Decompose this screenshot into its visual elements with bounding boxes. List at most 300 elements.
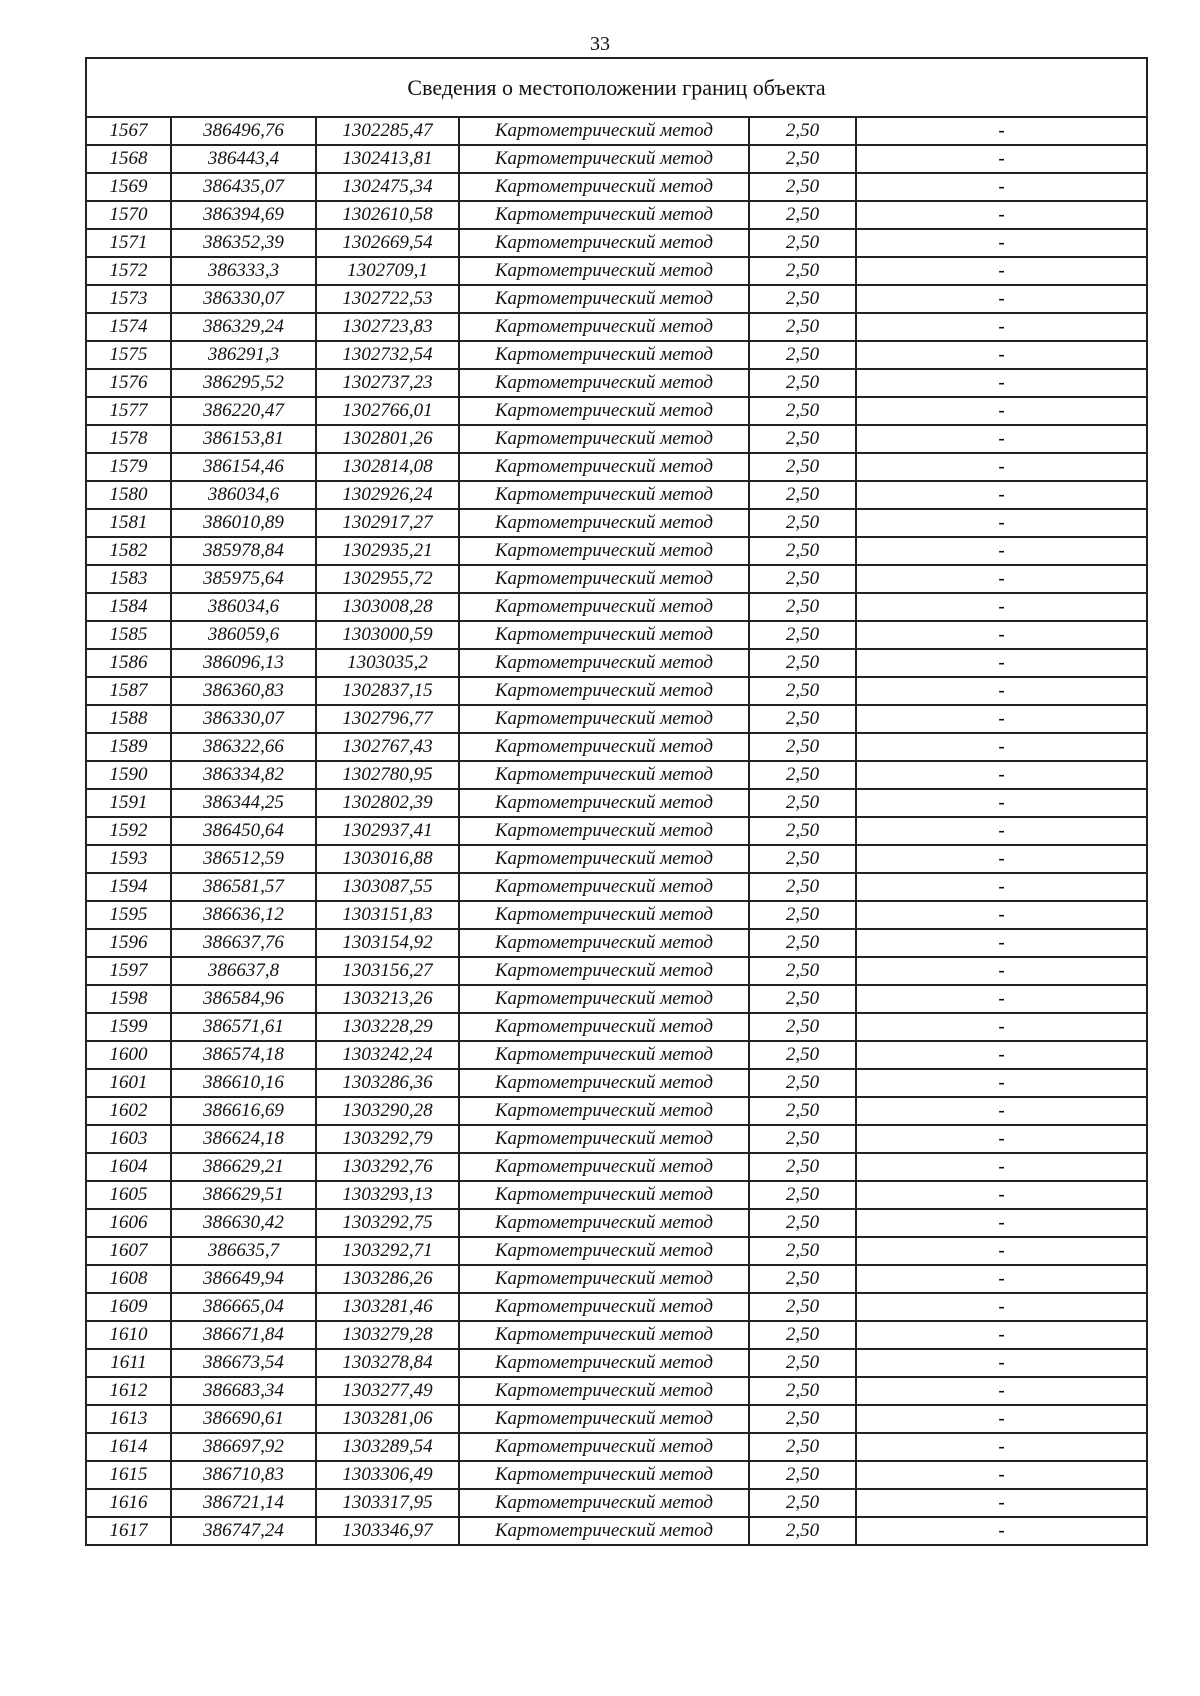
point-number-cell: 1568 — [86, 145, 171, 173]
accuracy-cell: 2,50 — [749, 1237, 856, 1265]
description-cell: - — [856, 1265, 1147, 1293]
y-coordinate-cell: 1302610,58 — [316, 201, 459, 229]
method-cell: Картометрический метод — [459, 1209, 749, 1237]
table-row — [86, 621, 1147, 649]
method-cell: Картометрический метод — [459, 761, 749, 789]
y-coordinate-cell: 1303156,27 — [316, 957, 459, 985]
method-cell: Картометрический метод — [459, 929, 749, 957]
y-coordinate-cell: 1303035,2 — [316, 649, 459, 677]
accuracy-cell: 2,50 — [749, 1069, 856, 1097]
method-cell: Картометрический метод — [459, 1405, 749, 1433]
y-coordinate-cell: 1302766,01 — [316, 397, 459, 425]
y-coordinate-cell: 1303008,28 — [316, 593, 459, 621]
table-row — [86, 1265, 1147, 1293]
method-cell: Картометрический метод — [459, 677, 749, 705]
method-cell: Картометрический метод — [459, 985, 749, 1013]
table-title: Сведения о местоположении границ объекта — [86, 58, 1147, 117]
accuracy-cell: 2,50 — [749, 1489, 856, 1517]
point-number-cell: 1600 — [86, 1041, 171, 1069]
accuracy-cell: 2,50 — [749, 145, 856, 173]
method-cell: Картометрический метод — [459, 565, 749, 593]
description-cell: - — [856, 873, 1147, 901]
description-cell: - — [856, 1097, 1147, 1125]
table-row — [86, 761, 1147, 789]
y-coordinate-cell: 1302669,54 — [316, 229, 459, 257]
y-coordinate-cell: 1303286,26 — [316, 1265, 459, 1293]
method-cell: Картометрический метод — [459, 173, 749, 201]
table-row — [86, 1041, 1147, 1069]
description-cell: - — [856, 257, 1147, 285]
x-coordinate-cell: 386636,12 — [171, 901, 316, 929]
description-cell: - — [856, 537, 1147, 565]
x-coordinate-cell: 386153,81 — [171, 425, 316, 453]
table-row — [86, 369, 1147, 397]
accuracy-cell: 2,50 — [749, 425, 856, 453]
accuracy-cell: 2,50 — [749, 1321, 856, 1349]
method-cell: Картометрический метод — [459, 1069, 749, 1097]
y-coordinate-cell: 1302767,43 — [316, 733, 459, 761]
point-number-cell: 1597 — [86, 957, 171, 985]
point-number-cell: 1602 — [86, 1097, 171, 1125]
boundary-coordinates-table — [85, 57, 1148, 1546]
point-number-cell: 1607 — [86, 1237, 171, 1265]
accuracy-cell: 2,50 — [749, 397, 856, 425]
accuracy-cell: 2,50 — [749, 1181, 856, 1209]
description-cell: - — [856, 229, 1147, 257]
y-coordinate-cell: 1303292,75 — [316, 1209, 459, 1237]
method-cell: Картометрический метод — [459, 733, 749, 761]
description-cell: - — [856, 1433, 1147, 1461]
point-number-cell: 1570 — [86, 201, 171, 229]
method-cell: Картометрический метод — [459, 1321, 749, 1349]
table-row — [86, 257, 1147, 285]
method-cell: Картометрический метод — [459, 593, 749, 621]
method-cell: Картометрический метод — [459, 537, 749, 565]
point-number-cell: 1609 — [86, 1293, 171, 1321]
description-cell: - — [856, 1209, 1147, 1237]
point-number-cell: 1587 — [86, 677, 171, 705]
accuracy-cell: 2,50 — [749, 1461, 856, 1489]
y-coordinate-cell: 1302935,21 — [316, 537, 459, 565]
x-coordinate-cell: 386220,47 — [171, 397, 316, 425]
y-coordinate-cell: 1302413,81 — [316, 145, 459, 173]
point-number-cell: 1580 — [86, 481, 171, 509]
accuracy-cell: 2,50 — [749, 1405, 856, 1433]
table-row — [86, 341, 1147, 369]
x-coordinate-cell: 386295,52 — [171, 369, 316, 397]
method-cell: Картометрический метод — [459, 425, 749, 453]
method-cell: Картометрический метод — [459, 145, 749, 173]
x-coordinate-cell: 386496,76 — [171, 117, 316, 145]
method-cell: Картометрический метод — [459, 481, 749, 509]
y-coordinate-cell: 1303293,13 — [316, 1181, 459, 1209]
table-row — [86, 145, 1147, 173]
y-coordinate-cell: 1302814,08 — [316, 453, 459, 481]
x-coordinate-cell: 386697,92 — [171, 1433, 316, 1461]
x-coordinate-cell: 386360,83 — [171, 677, 316, 705]
point-number-cell: 1581 — [86, 509, 171, 537]
point-number-cell: 1611 — [86, 1349, 171, 1377]
method-cell: Картометрический метод — [459, 1461, 749, 1489]
description-cell: - — [856, 145, 1147, 173]
method-cell: Картометрический метод — [459, 1265, 749, 1293]
accuracy-cell: 2,50 — [749, 621, 856, 649]
table-row — [86, 705, 1147, 733]
point-number-cell: 1586 — [86, 649, 171, 677]
x-coordinate-cell: 386435,07 — [171, 173, 316, 201]
x-coordinate-cell: 386333,3 — [171, 257, 316, 285]
x-coordinate-cell: 386443,4 — [171, 145, 316, 173]
method-cell: Картометрический метод — [459, 1433, 749, 1461]
table-row — [86, 845, 1147, 873]
description-cell: - — [856, 733, 1147, 761]
method-cell: Картометрический метод — [459, 1349, 749, 1377]
method-cell: Картометрический метод — [459, 229, 749, 257]
table-row — [86, 201, 1147, 229]
description-cell: - — [856, 1041, 1147, 1069]
description-cell: - — [856, 481, 1147, 509]
y-coordinate-cell: 1303154,92 — [316, 929, 459, 957]
description-cell: - — [856, 593, 1147, 621]
accuracy-cell: 2,50 — [749, 537, 856, 565]
accuracy-cell: 2,50 — [749, 733, 856, 761]
description-cell: - — [856, 1321, 1147, 1349]
y-coordinate-cell: 1302285,47 — [316, 117, 459, 145]
x-coordinate-cell: 386624,18 — [171, 1125, 316, 1153]
table-row — [86, 565, 1147, 593]
accuracy-cell: 2,50 — [749, 1265, 856, 1293]
accuracy-cell: 2,50 — [749, 1377, 856, 1405]
table-row — [86, 229, 1147, 257]
description-cell: - — [856, 1349, 1147, 1377]
point-number-cell: 1576 — [86, 369, 171, 397]
y-coordinate-cell: 1303286,36 — [316, 1069, 459, 1097]
description-cell: - — [856, 929, 1147, 957]
table-row — [86, 1377, 1147, 1405]
description-cell: - — [856, 621, 1147, 649]
y-coordinate-cell: 1303281,46 — [316, 1293, 459, 1321]
point-number-cell: 1614 — [86, 1433, 171, 1461]
point-number-cell: 1585 — [86, 621, 171, 649]
x-coordinate-cell: 386034,6 — [171, 481, 316, 509]
x-coordinate-cell: 386629,21 — [171, 1153, 316, 1181]
point-number-cell: 1610 — [86, 1321, 171, 1349]
point-number-cell: 1606 — [86, 1209, 171, 1237]
description-cell: - — [856, 957, 1147, 985]
page-number: 33 — [590, 33, 610, 55]
description-cell: - — [856, 901, 1147, 929]
accuracy-cell: 2,50 — [749, 1433, 856, 1461]
table-row — [86, 1489, 1147, 1517]
accuracy-cell: 2,50 — [749, 1153, 856, 1181]
accuracy-cell: 2,50 — [749, 229, 856, 257]
y-coordinate-cell: 1303242,24 — [316, 1041, 459, 1069]
method-cell: Картометрический метод — [459, 201, 749, 229]
x-coordinate-cell: 386629,51 — [171, 1181, 316, 1209]
method-cell: Картометрический метод — [459, 509, 749, 537]
description-cell: - — [856, 565, 1147, 593]
x-coordinate-cell: 385978,84 — [171, 537, 316, 565]
x-coordinate-cell: 386747,24 — [171, 1517, 316, 1545]
x-coordinate-cell: 386690,61 — [171, 1405, 316, 1433]
accuracy-cell: 2,50 — [749, 789, 856, 817]
point-number-cell: 1616 — [86, 1489, 171, 1517]
accuracy-cell: 2,50 — [749, 929, 856, 957]
point-number-cell: 1571 — [86, 229, 171, 257]
table-row — [86, 1349, 1147, 1377]
description-cell: - — [856, 313, 1147, 341]
y-coordinate-cell: 1302802,39 — [316, 789, 459, 817]
table-row — [86, 1293, 1147, 1321]
x-coordinate-cell: 386649,94 — [171, 1265, 316, 1293]
table-row — [86, 117, 1147, 145]
description-cell: - — [856, 985, 1147, 1013]
description-cell: - — [856, 509, 1147, 537]
description-cell: - — [856, 705, 1147, 733]
table-title-row — [86, 58, 1147, 117]
y-coordinate-cell: 1302475,34 — [316, 173, 459, 201]
accuracy-cell: 2,50 — [749, 201, 856, 229]
accuracy-cell: 2,50 — [749, 257, 856, 285]
table-body — [86, 117, 1147, 1545]
x-coordinate-cell: 386616,69 — [171, 1097, 316, 1125]
method-cell: Картометрический метод — [459, 117, 749, 145]
accuracy-cell: 2,50 — [749, 313, 856, 341]
method-cell: Картометрический метод — [459, 649, 749, 677]
accuracy-cell: 2,50 — [749, 1517, 856, 1545]
x-coordinate-cell: 385975,64 — [171, 565, 316, 593]
description-cell: - — [856, 845, 1147, 873]
table-row — [86, 677, 1147, 705]
x-coordinate-cell: 386330,07 — [171, 705, 316, 733]
table-row — [86, 985, 1147, 1013]
x-coordinate-cell: 386154,46 — [171, 453, 316, 481]
description-cell: - — [856, 453, 1147, 481]
point-number-cell: 1596 — [86, 929, 171, 957]
method-cell: Картометрический метод — [459, 453, 749, 481]
description-cell: - — [856, 1125, 1147, 1153]
accuracy-cell: 2,50 — [749, 453, 856, 481]
point-number-cell: 1578 — [86, 425, 171, 453]
x-coordinate-cell: 386291,3 — [171, 341, 316, 369]
accuracy-cell: 2,50 — [749, 117, 856, 145]
description-cell: - — [856, 285, 1147, 313]
point-number-cell: 1595 — [86, 901, 171, 929]
table-row — [86, 425, 1147, 453]
y-coordinate-cell: 1302937,41 — [316, 817, 459, 845]
x-coordinate-cell: 386394,69 — [171, 201, 316, 229]
method-cell: Картометрический метод — [459, 705, 749, 733]
table-row — [86, 957, 1147, 985]
description-cell: - — [856, 1013, 1147, 1041]
table-row — [86, 397, 1147, 425]
accuracy-cell: 2,50 — [749, 1293, 856, 1321]
point-number-cell: 1590 — [86, 761, 171, 789]
table-row — [86, 901, 1147, 929]
point-number-cell: 1569 — [86, 173, 171, 201]
description-cell: - — [856, 1489, 1147, 1517]
method-cell: Картометрический метод — [459, 621, 749, 649]
x-coordinate-cell: 386574,18 — [171, 1041, 316, 1069]
x-coordinate-cell: 386450,64 — [171, 817, 316, 845]
method-cell: Картометрический метод — [459, 1097, 749, 1125]
table-row — [86, 481, 1147, 509]
table-row — [86, 1125, 1147, 1153]
method-cell: Картометрический метод — [459, 873, 749, 901]
description-cell: - — [856, 173, 1147, 201]
point-number-cell: 1577 — [86, 397, 171, 425]
accuracy-cell: 2,50 — [749, 369, 856, 397]
method-cell: Картометрический метод — [459, 817, 749, 845]
table-row — [86, 1461, 1147, 1489]
point-number-cell: 1617 — [86, 1517, 171, 1545]
x-coordinate-cell: 386581,57 — [171, 873, 316, 901]
y-coordinate-cell: 1303151,83 — [316, 901, 459, 929]
y-coordinate-cell: 1302780,95 — [316, 761, 459, 789]
description-cell: - — [856, 1237, 1147, 1265]
accuracy-cell: 2,50 — [749, 1209, 856, 1237]
description-cell: - — [856, 1153, 1147, 1181]
x-coordinate-cell: 386721,14 — [171, 1489, 316, 1517]
description-cell: - — [856, 1069, 1147, 1097]
table-row — [86, 1097, 1147, 1125]
y-coordinate-cell: 1302837,15 — [316, 677, 459, 705]
table-row — [86, 593, 1147, 621]
x-coordinate-cell: 386571,61 — [171, 1013, 316, 1041]
table-row — [86, 789, 1147, 817]
point-number-cell: 1604 — [86, 1153, 171, 1181]
y-coordinate-cell: 1302709,1 — [316, 257, 459, 285]
description-cell: - — [856, 117, 1147, 145]
accuracy-cell: 2,50 — [749, 649, 856, 677]
description-cell: - — [856, 1377, 1147, 1405]
table-row — [86, 873, 1147, 901]
y-coordinate-cell: 1303016,88 — [316, 845, 459, 873]
point-number-cell: 1603 — [86, 1125, 171, 1153]
y-coordinate-cell: 1303277,49 — [316, 1377, 459, 1405]
description-cell: - — [856, 1461, 1147, 1489]
accuracy-cell: 2,50 — [749, 957, 856, 985]
method-cell: Картометрический метод — [459, 789, 749, 817]
point-number-cell: 1567 — [86, 117, 171, 145]
x-coordinate-cell: 386322,66 — [171, 733, 316, 761]
method-cell: Картометрический метод — [459, 1377, 749, 1405]
point-number-cell: 1579 — [86, 453, 171, 481]
y-coordinate-cell: 1303292,76 — [316, 1153, 459, 1181]
method-cell: Картометрический метод — [459, 397, 749, 425]
method-cell: Картометрический метод — [459, 1041, 749, 1069]
x-coordinate-cell: 386344,25 — [171, 789, 316, 817]
x-coordinate-cell: 386630,42 — [171, 1209, 316, 1237]
method-cell: Картометрический метод — [459, 1125, 749, 1153]
x-coordinate-cell: 386352,39 — [171, 229, 316, 257]
table-row — [86, 1013, 1147, 1041]
table-row — [86, 1405, 1147, 1433]
description-cell: - — [856, 677, 1147, 705]
y-coordinate-cell: 1303279,28 — [316, 1321, 459, 1349]
y-coordinate-cell: 1302955,72 — [316, 565, 459, 593]
point-number-cell: 1612 — [86, 1377, 171, 1405]
x-coordinate-cell: 386671,84 — [171, 1321, 316, 1349]
accuracy-cell: 2,50 — [749, 1125, 856, 1153]
table-row — [86, 1321, 1147, 1349]
x-coordinate-cell: 386329,24 — [171, 313, 316, 341]
accuracy-cell: 2,50 — [749, 1041, 856, 1069]
table-row — [86, 1069, 1147, 1097]
point-number-cell: 1582 — [86, 537, 171, 565]
x-coordinate-cell: 386034,6 — [171, 593, 316, 621]
description-cell: - — [856, 649, 1147, 677]
y-coordinate-cell: 1303228,29 — [316, 1013, 459, 1041]
y-coordinate-cell: 1303346,97 — [316, 1517, 459, 1545]
point-number-cell: 1584 — [86, 593, 171, 621]
method-cell: Картометрический метод — [459, 257, 749, 285]
accuracy-cell: 2,50 — [749, 341, 856, 369]
accuracy-cell: 2,50 — [749, 285, 856, 313]
x-coordinate-cell: 386330,07 — [171, 285, 316, 313]
accuracy-cell: 2,50 — [749, 481, 856, 509]
y-coordinate-cell: 1303087,55 — [316, 873, 459, 901]
table-row — [86, 173, 1147, 201]
method-cell: Картометрический метод — [459, 1237, 749, 1265]
y-coordinate-cell: 1302917,27 — [316, 509, 459, 537]
y-coordinate-cell: 1303292,71 — [316, 1237, 459, 1265]
accuracy-cell: 2,50 — [749, 1013, 856, 1041]
point-number-cell: 1592 — [86, 817, 171, 845]
x-coordinate-cell: 386096,13 — [171, 649, 316, 677]
y-coordinate-cell: 1303000,59 — [316, 621, 459, 649]
y-coordinate-cell: 1303278,84 — [316, 1349, 459, 1377]
table-row — [86, 929, 1147, 957]
point-number-cell: 1605 — [86, 1181, 171, 1209]
table-row — [86, 649, 1147, 677]
method-cell: Картометрический метод — [459, 369, 749, 397]
table-row — [86, 1153, 1147, 1181]
method-cell: Картометрический метод — [459, 1013, 749, 1041]
point-number-cell: 1574 — [86, 313, 171, 341]
accuracy-cell: 2,50 — [749, 173, 856, 201]
accuracy-cell: 2,50 — [749, 761, 856, 789]
table-row — [86, 509, 1147, 537]
point-number-cell: 1593 — [86, 845, 171, 873]
method-cell: Картометрический метод — [459, 901, 749, 929]
accuracy-cell: 2,50 — [749, 845, 856, 873]
table-row — [86, 285, 1147, 313]
accuracy-cell: 2,50 — [749, 1097, 856, 1125]
point-number-cell: 1615 — [86, 1461, 171, 1489]
point-number-cell: 1572 — [86, 257, 171, 285]
point-number-cell: 1608 — [86, 1265, 171, 1293]
y-coordinate-cell: 1303306,49 — [316, 1461, 459, 1489]
accuracy-cell: 2,50 — [749, 677, 856, 705]
accuracy-cell: 2,50 — [749, 705, 856, 733]
x-coordinate-cell: 386584,96 — [171, 985, 316, 1013]
method-cell: Картометрический метод — [459, 341, 749, 369]
y-coordinate-cell: 1303213,26 — [316, 985, 459, 1013]
x-coordinate-cell: 386637,8 — [171, 957, 316, 985]
method-cell: Картометрический метод — [459, 1293, 749, 1321]
description-cell: - — [856, 397, 1147, 425]
point-number-cell: 1601 — [86, 1069, 171, 1097]
y-coordinate-cell: 1302737,23 — [316, 369, 459, 397]
method-cell: Картометрический метод — [459, 1153, 749, 1181]
description-cell: - — [856, 789, 1147, 817]
method-cell: Картометрический метод — [459, 285, 749, 313]
y-coordinate-cell: 1303290,28 — [316, 1097, 459, 1125]
x-coordinate-cell: 386635,7 — [171, 1237, 316, 1265]
point-number-cell: 1583 — [86, 565, 171, 593]
x-coordinate-cell: 386334,82 — [171, 761, 316, 789]
